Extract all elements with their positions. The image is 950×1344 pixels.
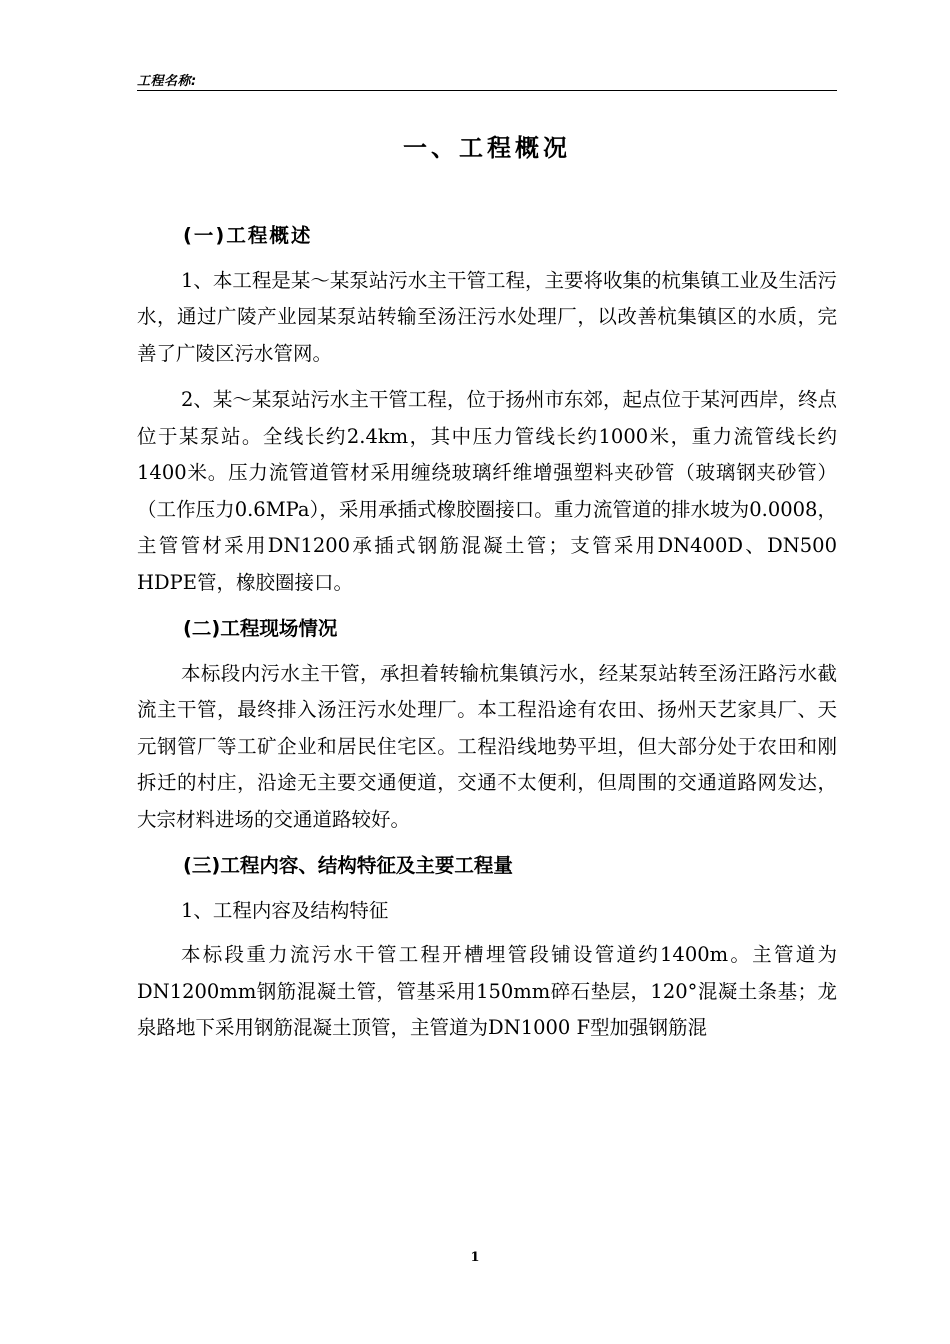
paragraph: 1、本工程是某～某泵站污水主干管工程，主要将收集的杭集镇工业及生活污水，通过广陵产业园某泵站转输至汤汪污水处理厂，以改善杭集镇区的水质，完善了广陵区污水管网。 (137, 268, 837, 365)
paragraph: 本标段重力流污水干管工程开槽埋管段铺设管道约1400m。主管道为DN1200mm钢筋混凝土管，管基采用150mm碎石垫层，120°混凝土条基；龙泉路地下采用钢筋混凝土顶管，主管道为DN1000 F型加强钢筋混 (137, 943, 837, 1039)
section-heading-scope: (三)工程内容、结构特征及主要工程量 (183, 854, 513, 877)
document-body (137, 218, 837, 1057)
paragraph: 2、某～某泵站污水主干管工程，位于扬州市东郊，起点位于某河西岸，终点位于某泵站。全线长约2.4km，其中压力管线长约1000米，重力流管线长约1400米。压力流管道管材采用缠绕玻璃纤维增强塑料夹砂管（玻璃钢夹砂管）（工作压力0.6MPa），采用承插式橡胶圈接口。重力流管道的排水坡为0.0008，主管管材采用DN1200承插式钢筋混凝土管；支管采用DN400D、DN500 HDPE管，橡胶圈接口。 (137, 388, 837, 594)
project-name-label: 工程名称: (137, 74, 197, 89)
page-number: 1 (470, 1250, 480, 1265)
header-divider (137, 90, 837, 91)
section-heading-site-conditions: (二)工程现场情况 (183, 617, 338, 640)
section-heading-overview: (一)工程概述 (183, 224, 313, 247)
paragraph: 本标段内污水主干管，承担着转输杭集镇污水，经某泵站转至汤汪路污水截流主干管，最终排入汤汪污水处理厂。本工程沿途有农田、扬州天艺家具厂、天元钢管厂等工矿企业和居民住宅区。工程沿线地势平坦，但大部分处于农田和刚拆迁的村庄，沿途无主要交通便道，交通不太便利，但周围的交通道路网发达，大宗材料进场的交通道路较好。 (137, 661, 837, 831)
paragraph: 1、工程内容及结构特征 (181, 898, 389, 922)
page-title: 一、工程概况 (403, 134, 571, 162)
